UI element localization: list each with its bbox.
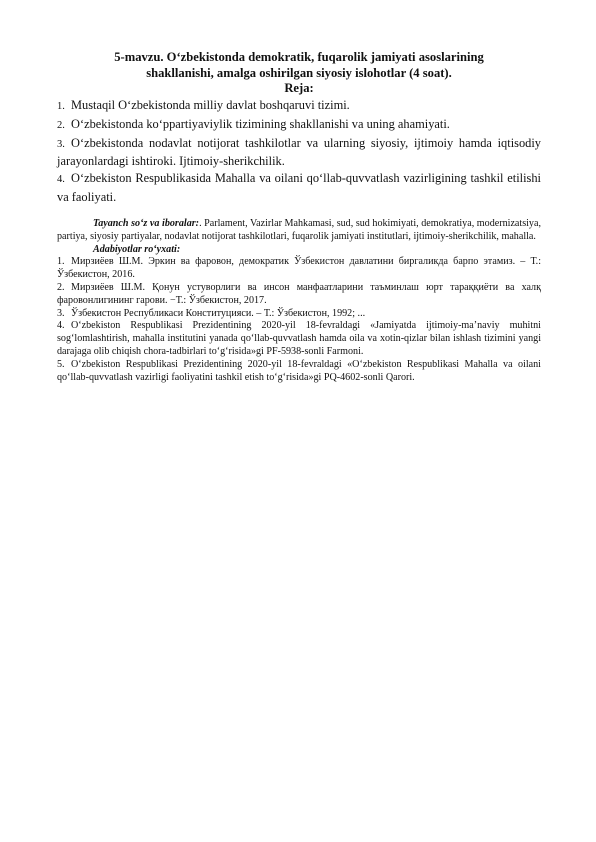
reference-number: 1. (57, 256, 65, 268)
plan-item-text: Mustaqil O‘zbekistonda milliy davlat boshqaruvi tizimi. (71, 98, 350, 112)
plan-heading: Reja: (284, 81, 314, 95)
topic-title: 5-mavzu. O‘zbekistonda demokratik, fuqarolik jamiyati asoslarining shakllanishi, amalga oshirilgan siyosiy islohotlar (4 soat). (114, 50, 484, 80)
plan-item-number: 1. (57, 101, 65, 112)
reference-number: 4. (57, 320, 65, 332)
reference-number: 2. (57, 281, 65, 293)
plan-item-text: O‘zbekistonda ko‘ppartiyaviylik tizimining shakllanishi va uning ahamiyati. (71, 116, 450, 131)
reference-item (57, 359, 541, 385)
keywords-paragraph (57, 218, 541, 244)
plan-item-number: 4. (57, 174, 65, 186)
plan-item-text: O‘zbekistonda nodavlat notijorat tashkilotlar va ularning siyosiy, ijtimoiy hamda iqtisodiy jarayonlardagi ishtiroki. Ijtimoiy-sherikchilik. (57, 135, 541, 169)
reference-text: Мирзиёев Ш.М. Эркин ва фаровон, демократик Ўзбекистон давлатини биргаликда барпо этамиз. – Т.: Ўзбекистон, 2016. (57, 256, 541, 281)
reference-item (57, 320, 541, 358)
keywords-text: . Parlament, Vazirlar Mahkamasi, sud, sud hokimiyati, demokratiya, modernizatsiya, partiya, siyosiy partiyalar, nodavlat notijorat tashkilotlari, fuqarolik jamiyati institutlari, ijtimoiy-sherikchilik, mahalla. (57, 217, 541, 242)
plan-list (57, 97, 541, 206)
plan-item (57, 116, 541, 135)
reference-text: O‘zbekiston Respublikasi Prezidentining 2020-yil 18-fevraldagi «O‘zbekiston Respublikasi Mahalla va oilani qo‘llab-quvvatlash vazirligi faoliyatini tashkil etish to‘g‘risida»gi PQ-4602-sonli Qarori. (57, 358, 541, 383)
reference-item (57, 256, 541, 282)
reference-number: 3. (57, 307, 65, 319)
keywords-label: Tayanch so‘z va iboralar: (93, 217, 200, 229)
plan-item (57, 135, 541, 171)
plan-item-text: O‘zbekiston Respublikasida Mahalla va oilani qo‘llab-quvvatlash vazirligining tashkil etilishi va faoliyati. (57, 171, 541, 204)
reference-text: Ўзбекистон Республикаси Конституцияси. – Т.: Ўзбекистон, 1992; ... (71, 307, 366, 319)
references-heading: Adabiyotlar ro‘yxati: (93, 244, 181, 256)
document-body (57, 50, 541, 384)
reference-item (57, 282, 541, 308)
reference-item (57, 308, 541, 321)
reference-text: O‘zbekiston Respublikasi Prezidentining 2020-yil 18-fevraldagi «Jamiyatda ijtimoiy-ma’naviy muhitni sog‘lomlashtirish, mahalla institutini yanada qo‘llab-quvvatlash hamda oila va xotin-qizlar bilan ishlash tizimini yangi darajaga olib chiqish chora-tadbirlari to‘g‘risida»gi PF-5938-sonli Farmoni. (57, 320, 541, 357)
spacer (57, 206, 541, 218)
references-list (57, 256, 541, 384)
plan-item (57, 170, 541, 206)
reference-number: 5. (57, 358, 65, 370)
plan-item (57, 97, 541, 116)
plan-item-number: 2. (57, 119, 65, 131)
plan-item-number: 3. (57, 138, 65, 150)
reference-text: Мирзиёев Ш.М. Қонун устуворлиги ва инсон манфаатларини таъминлаш юрт тараққиёти ва халқ фаровонлигининг гарови. −Т.: Ўзбекистон, 2017. (57, 281, 541, 306)
